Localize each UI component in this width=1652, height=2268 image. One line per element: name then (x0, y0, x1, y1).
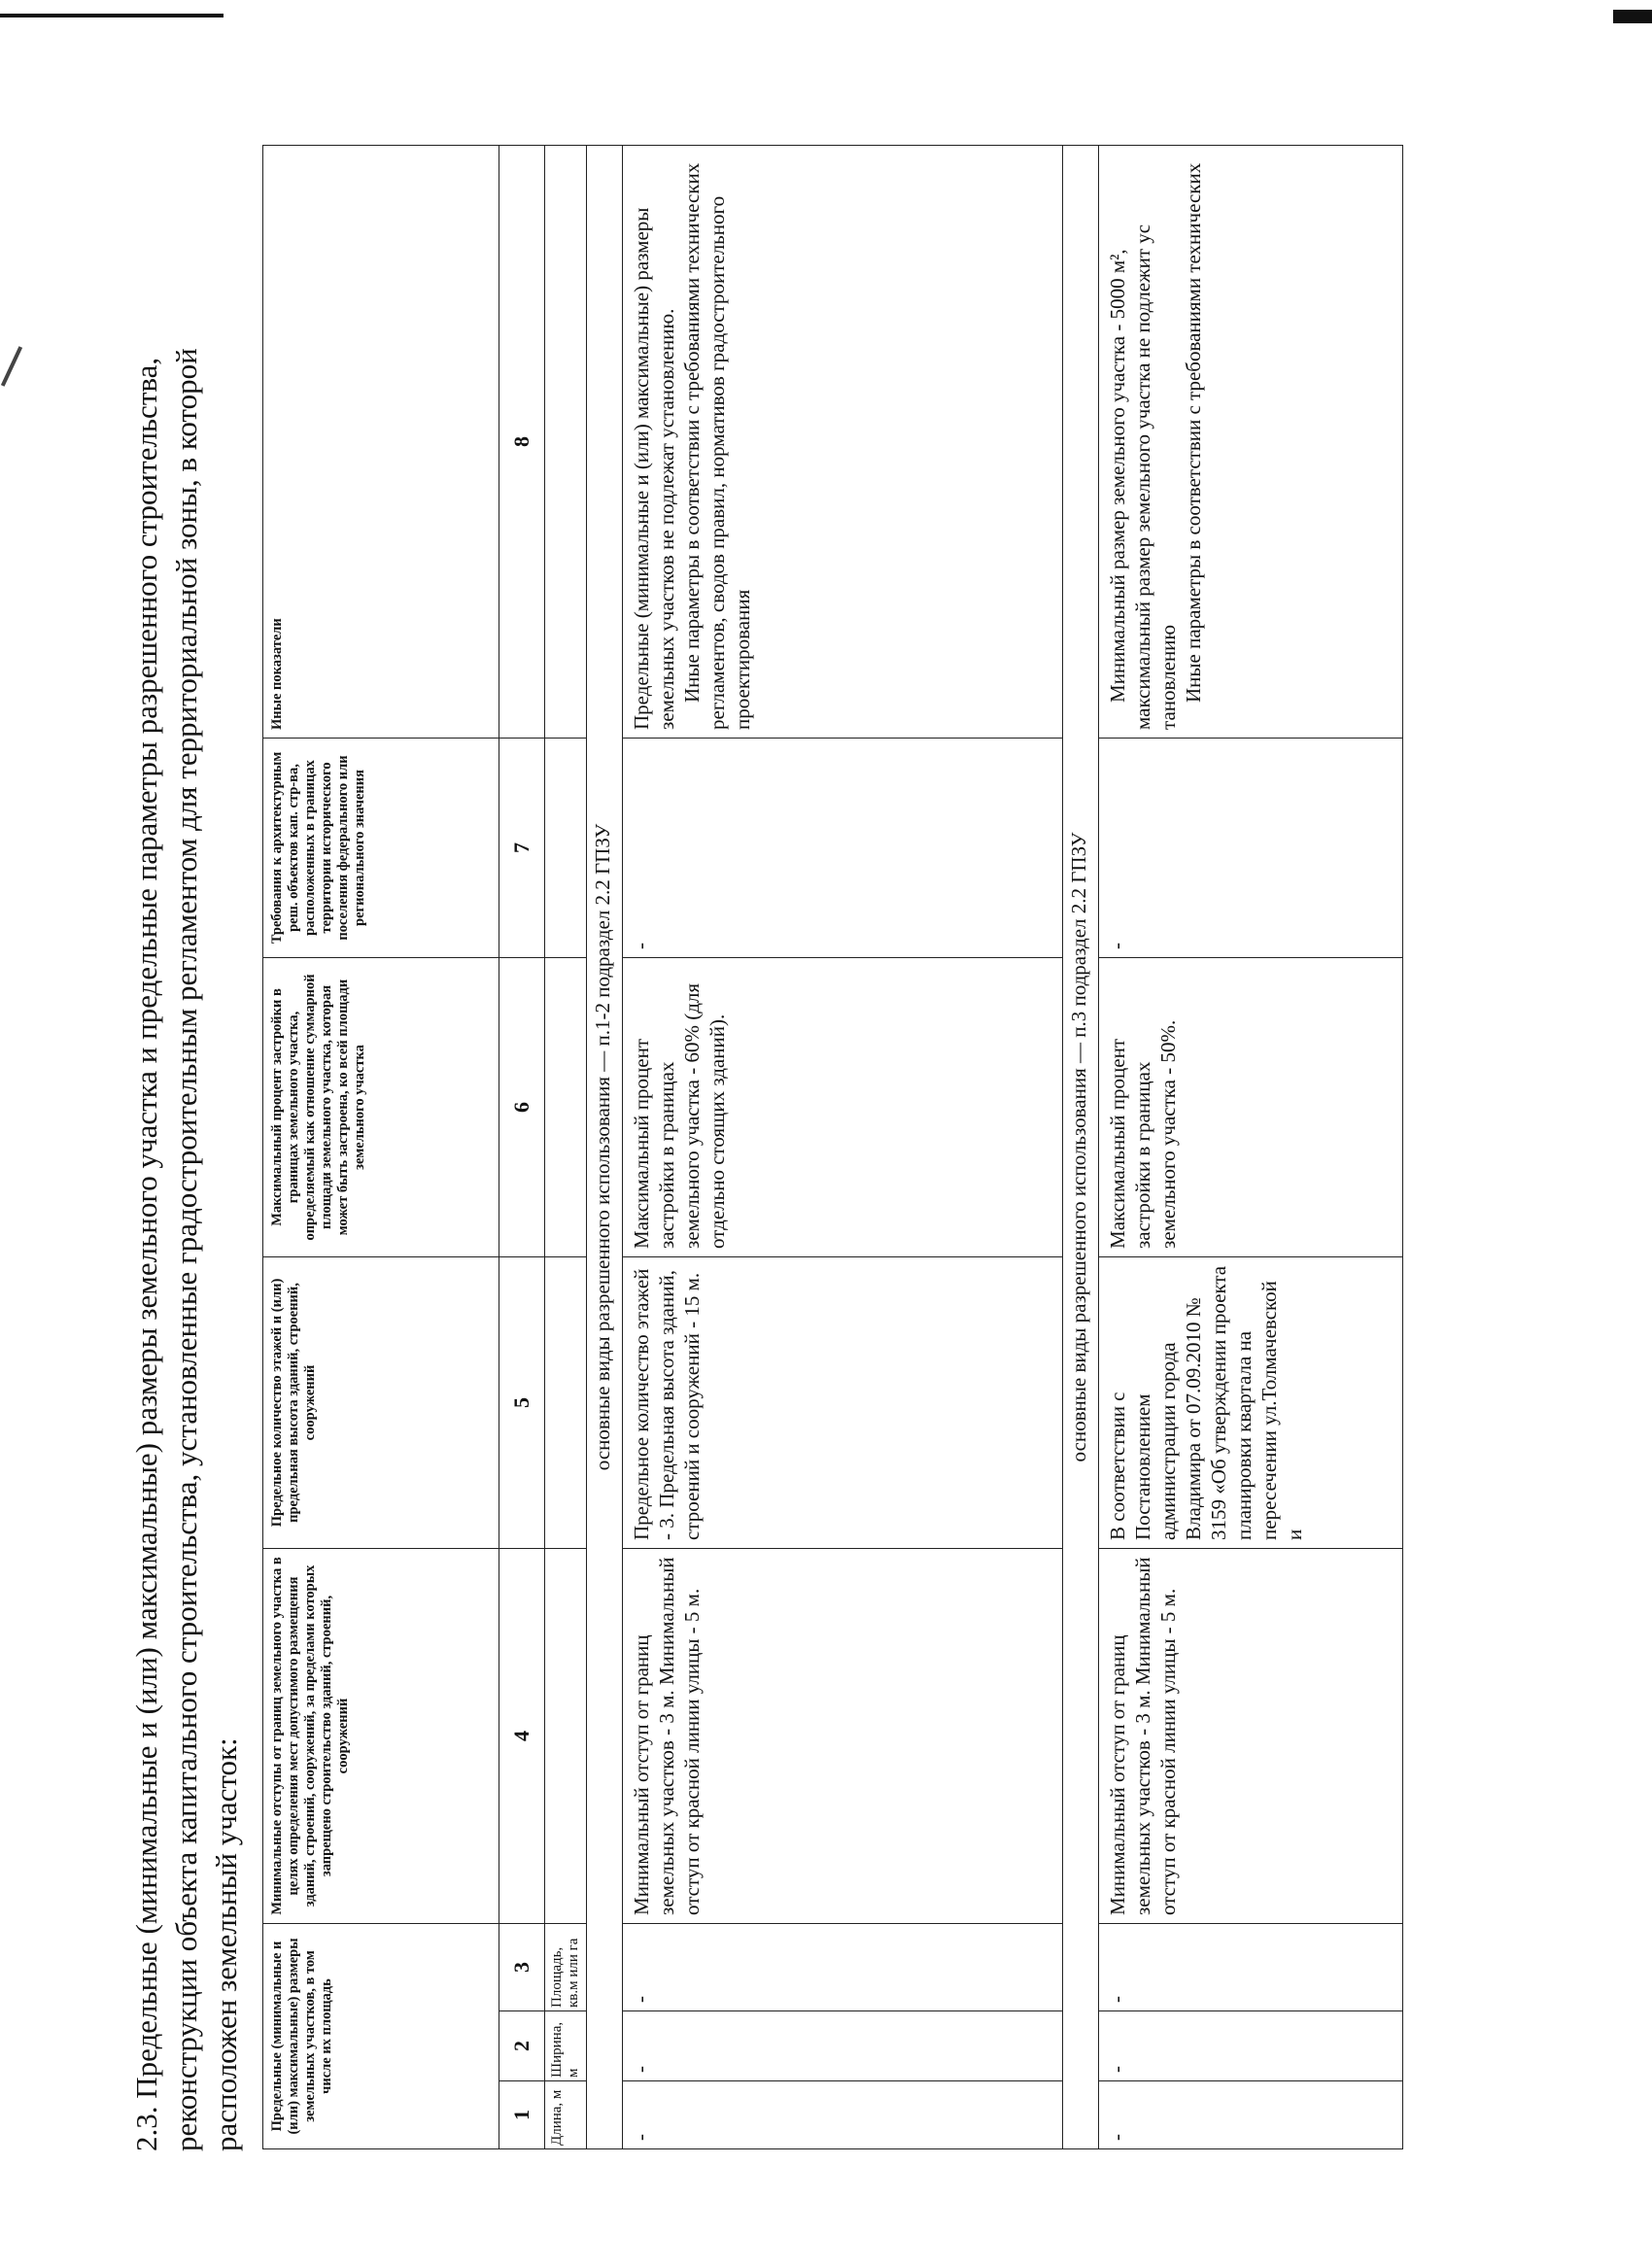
col-number-8: 8 (499, 145, 545, 738)
s2-other-paragraph-1: Минимальный размер земельного участка - 5000 м², максимальный размер земельного участка не подлежит ус тановлению (1106, 223, 1180, 730)
col-number-2: 2 (499, 2011, 545, 2081)
section-2-row (1099, 145, 1403, 2148)
subheader-row (545, 145, 587, 2148)
header-other: Иные показатели (263, 145, 499, 738)
s1-floors-cell: Предельное количество этажей - 3. Предельная высота зданий, строений и сооружений - 15 м. (623, 1256, 1063, 1548)
subheader-length: Длина, м (545, 2081, 587, 2149)
section-1-row (623, 145, 1063, 2148)
heading-line-2: реконструкции объекта капитального строительства, установленные градостроительным регламентом для территориальной зоны, в которой (169, 348, 203, 2151)
header-architecture: Требования к архитектурным реш. объектов кап. стр-ва, расположенных в границах территории исторического поселения федерального или регионального значения (263, 738, 499, 957)
s2-length-cell: - (1099, 2081, 1403, 2149)
subheader-empty-8 (545, 145, 587, 738)
parameters-table (262, 145, 1403, 2149)
section-1-title: основные виды разрешенного использования — п.1-2 подраздел 2.2 ГПЗУ (587, 145, 623, 2148)
s2-other-paragraph-2: Иные параметры в соответствии с требованиями технических (1182, 162, 1205, 703)
s1-build-percent-cell: Максимальный процент застройки в границах земельного участка - 60% (для отдельно стоящих зданий). (623, 957, 1063, 1256)
header-floors-height: Предельное количество этажей и (или) предельная высота зданий, строений, сооружений (263, 1256, 499, 1548)
s2-setbacks-cell: Минимальный отступ от границ земельных участков - 3 м. Минимальный отступ от красной линии улицы - 5 м. (1099, 1548, 1403, 1923)
header-sizes: Предельные (минимальные и (или) максимальные) размеры земельных участков, в том числе их площадь (263, 1923, 499, 2148)
section-1-title-row (587, 145, 623, 2148)
col-number-7: 7 (499, 738, 545, 957)
s1-width-cell: - (623, 2011, 1063, 2081)
s1-other-paragraph-2: Иные параметры в соответствии с требованиями технических регламентов, сводов правил, нормативов градостроительного проектирования (680, 162, 754, 730)
section-2-title-row (1063, 145, 1099, 2148)
s2-build-percent-cell: Максимальный процент застройки в границах земельного участка - 50%. (1099, 957, 1403, 1256)
subheader-empty-6 (545, 957, 587, 1256)
col-number-3: 3 (499, 1923, 545, 2010)
s1-other-paragraph-1: Предельные (минимальные и (или) максимальные) размеры земельных участков не подлежат установлению. (630, 207, 678, 730)
col-number-5: 5 (499, 1256, 545, 1548)
subheader-area: Площадь, кв.м или га (545, 1923, 587, 2010)
heading-line-1: 2.3. Предельные (минимальные и (или) максимальные) размеры земельного участка и предельные параметры разрешенного строительства, (129, 357, 163, 2151)
s2-floors-cell: В соответствии с Постановлением администрации города Владимира от 07.09.2010 № 3159 «Об утверждении проекта планировки квартала на пересечении ул.Толмачевской и (1099, 1256, 1403, 1548)
header-row (263, 145, 499, 2148)
col-number-4: 4 (499, 1548, 545, 1923)
s2-area-cell: - (1099, 1923, 1403, 2010)
section-2-title: основные виды разрешенного использования — п.3 подраздел 2.2 ГПЗУ (1063, 145, 1099, 2148)
s1-other-cell (623, 145, 1063, 738)
header-setbacks: Минимальные отступы от границ земельного участка в целях определения мест допустимого размещения зданий, строений, сооружений, за пределами которых запрещено строительство зданий, строений, сооружений (263, 1548, 499, 1923)
subheader-empty-4 (545, 1548, 587, 1923)
col-number-1: 1 (499, 2081, 545, 2149)
col-number-6: 6 (499, 957, 545, 1256)
s1-architecture-cell: - (623, 738, 1063, 957)
subheader-empty-7 (545, 738, 587, 957)
numbers-row (499, 145, 545, 2148)
header-build-percent: Максимальный процент застройки в границах земельного участка, определяемый как отношение суммарной площади земельного участка, которая может быть застроена, ко всей площади земельного участка (263, 957, 499, 1256)
s1-area-cell: - (623, 1923, 1063, 2010)
subheader-empty-5 (545, 1256, 587, 1548)
s2-other-cell (1099, 145, 1403, 738)
heading-line-3: расположен земельный участок: (209, 1737, 243, 2151)
s2-architecture-cell: - (1099, 738, 1403, 957)
section-heading (126, 62, 246, 2151)
subheader-width: Ширина, м (545, 2011, 587, 2081)
s2-width-cell: - (1099, 2011, 1403, 2081)
s1-length-cell: - (623, 2081, 1063, 2149)
s1-setbacks-cell: Минимальный отступ от границ земельных участков - 3 м. Минимальный отступ от красной линии улицы - 5 м. (623, 1548, 1063, 1923)
